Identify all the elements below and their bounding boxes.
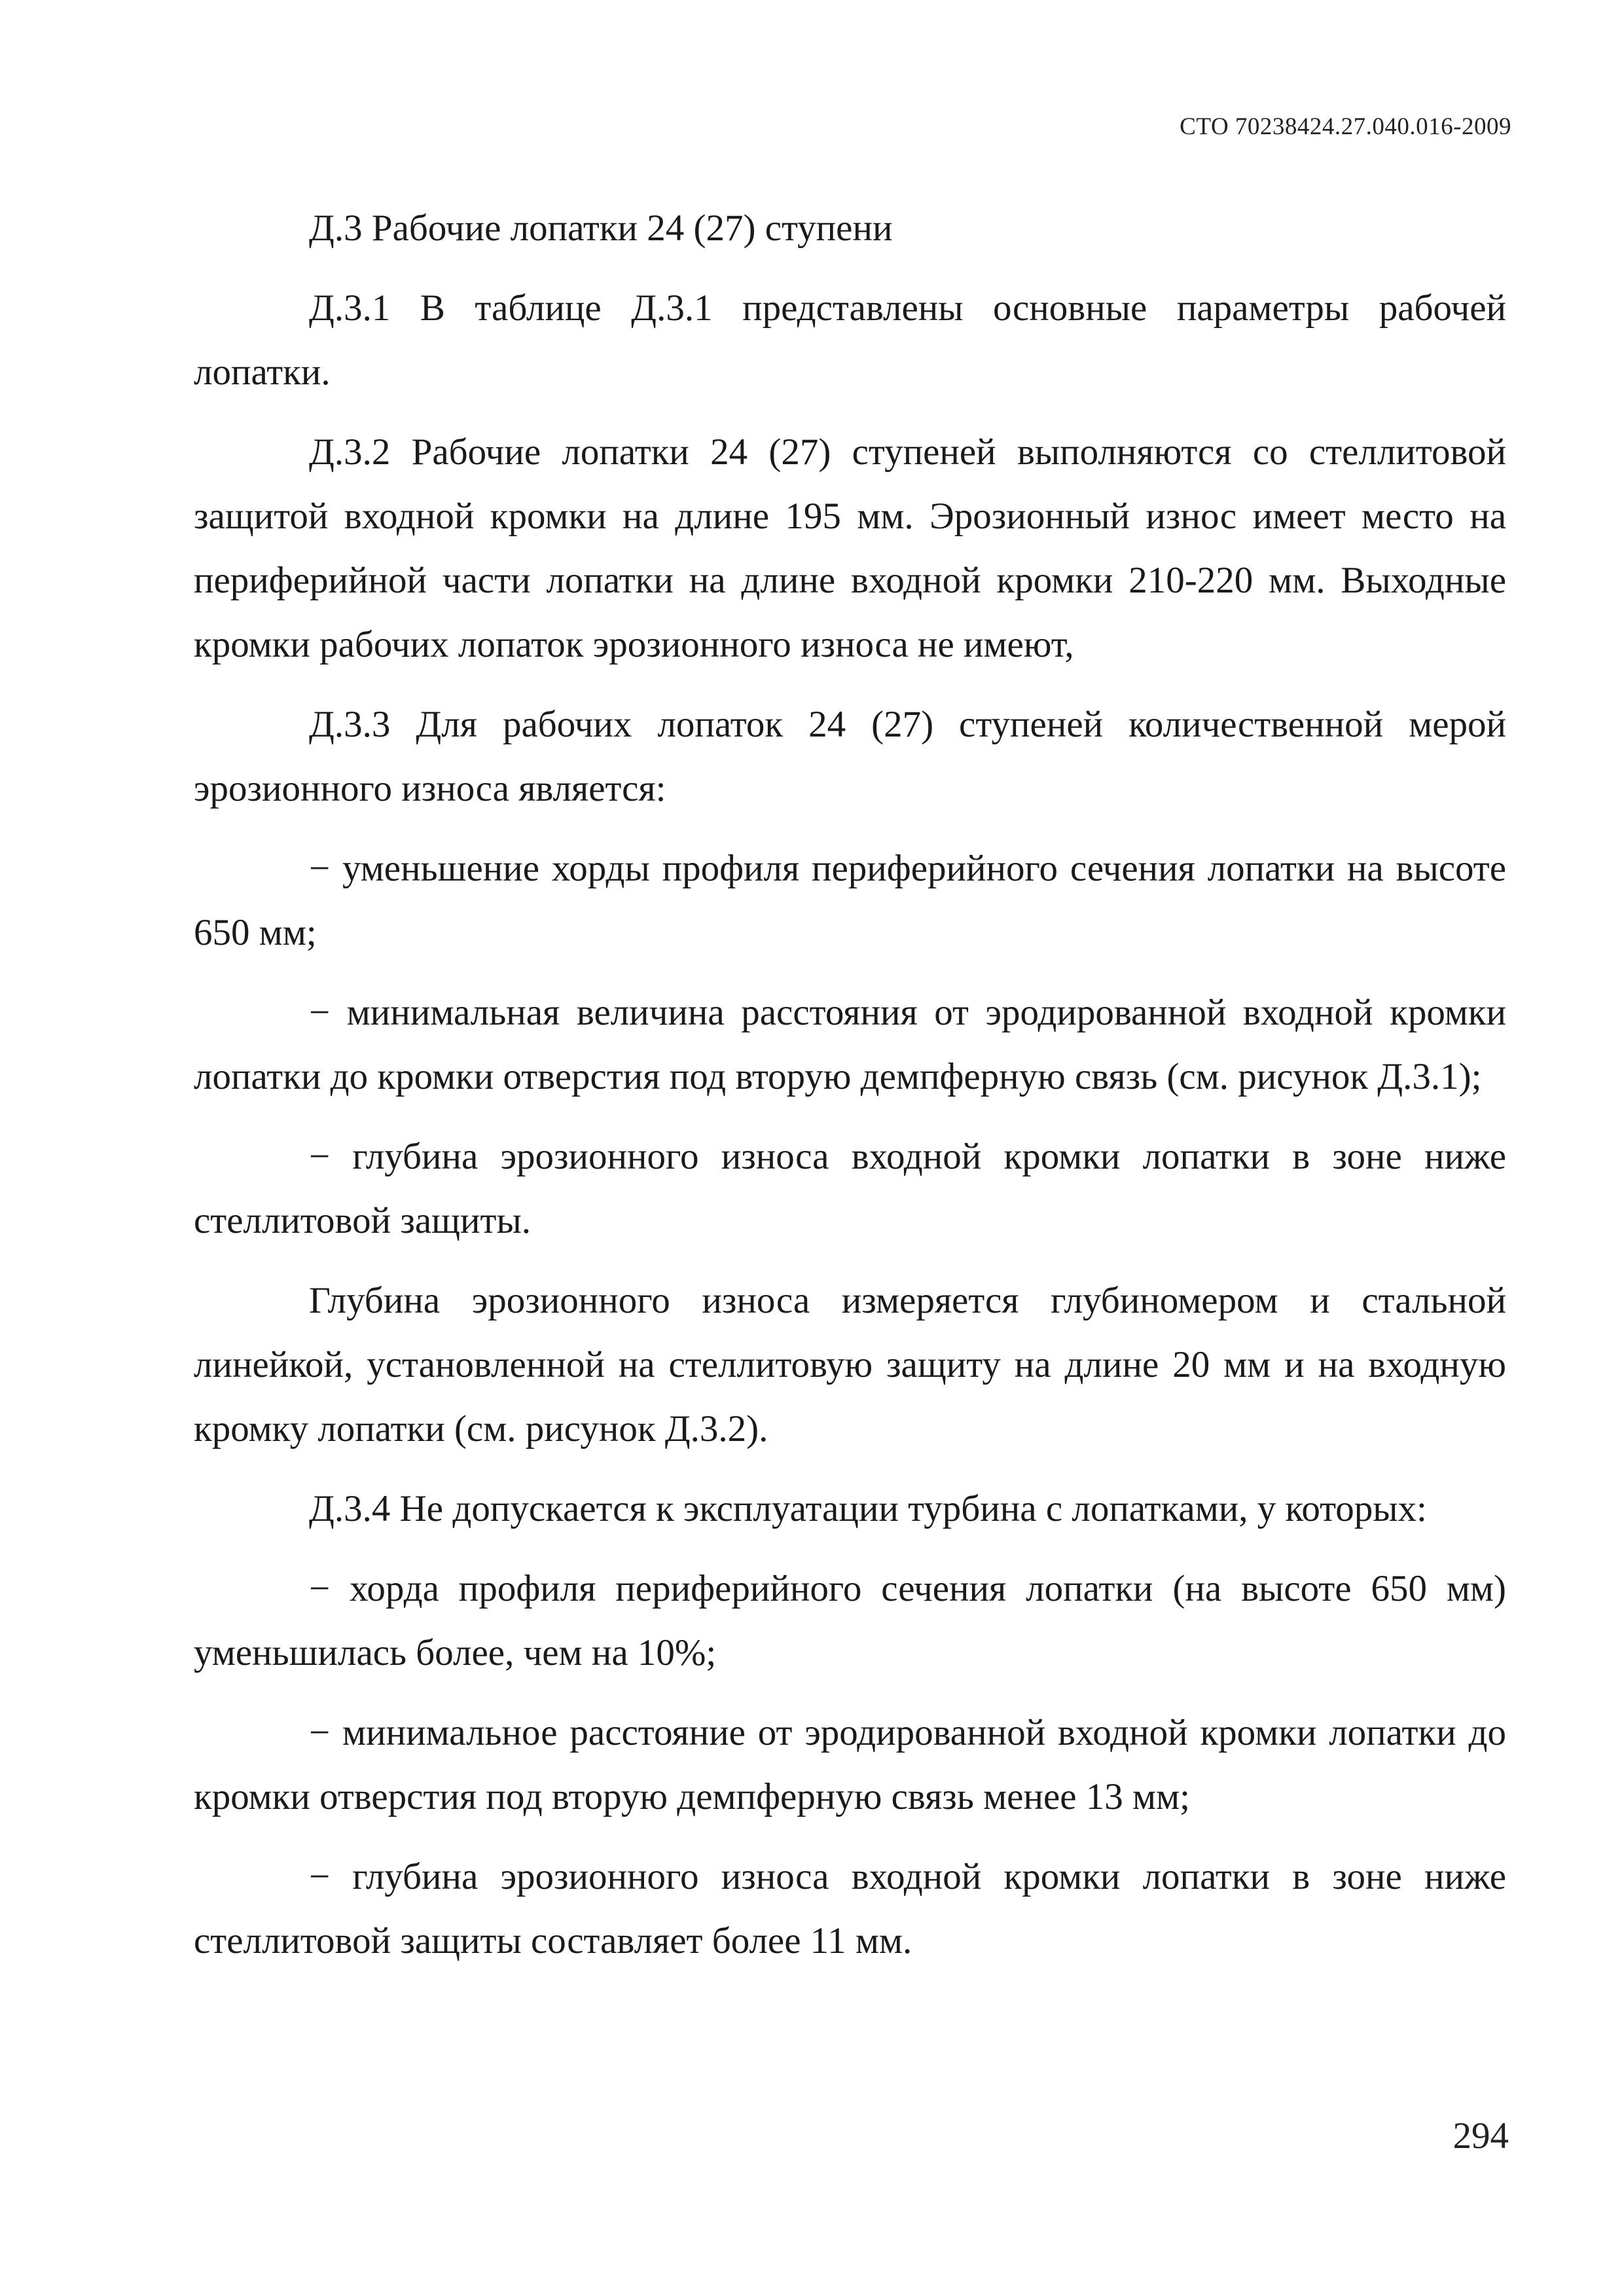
document-code-header: СТО 70238424.27.040.016-2009 [1180, 113, 1511, 140]
paragraph-measurement: Глубина эрозионного износа измеряется глубиномером и стальной линейкой, установленной на стеллитовую защиту на длине 20 мм и на входную кромку лопатки (см. рисунок Д.3.2). [194, 1280, 1506, 1449]
list-item-limit-distance: − минимальное расстояние от эродированной входной кромки лопатки до кромки отверстия под вторую демпферную связь менее 13 мм; [194, 1712, 1506, 1817]
list-item-chord-reduction: − уменьшение хорды профиля периферийного сечения лопатки на высоте 650 мм; [194, 848, 1506, 953]
section-heading: Д.3 Рабочие лопатки 24 (27) ступени [309, 208, 893, 249]
paragraph-d31: Д.3.1 В таблице Д.3.1 представлены основные параметры рабочей лопатки. [194, 287, 1506, 393]
paragraph-d34: Д.3.4 Не допускается к эксплуатации турбина с лопатками, у которых: [309, 1488, 1427, 1529]
paragraph-d32: Д.3.2 Рабочие лопатки 24 (27) ступеней выполняются со стеллитовой защитой входной кромки на длине 195 мм. Эрозионный износ имеет место на периферийной части лопатки на длине входной кромки 210-220 мм. Выходные кромки рабочих лопаток эрозионного износа не имеют, [194, 431, 1506, 665]
paragraph-d33: Д.3.3 Для рабочих лопаток 24 (27) ступеней количественной мерой эрозионного износа является: [194, 704, 1506, 809]
list-item-limit-chord: − хорда профиля периферийного сечения лопатки (на высоте 650 мм) уменьшилась более, чем на 10%; [194, 1568, 1506, 1673]
document-body [194, 196, 1506, 1989]
list-item-erosion-depth: − глубина эрозионного износа входной кромки лопатки в зоне ниже стеллитовой защиты. [194, 1136, 1506, 1241]
page-number: 294 [1453, 2115, 1509, 2157]
list-item-min-distance: − минимальная величина расстояния от эродированной входной кромки лопатки до кромки отверстия под вторую демпферную связь (см. рисунок Д.3.1); [194, 992, 1506, 1097]
list-item-limit-depth: − глубина эрозионного износа входной кромки лопатки в зоне ниже стеллитовой защиты составляет более 11 мм. [194, 1856, 1506, 1961]
